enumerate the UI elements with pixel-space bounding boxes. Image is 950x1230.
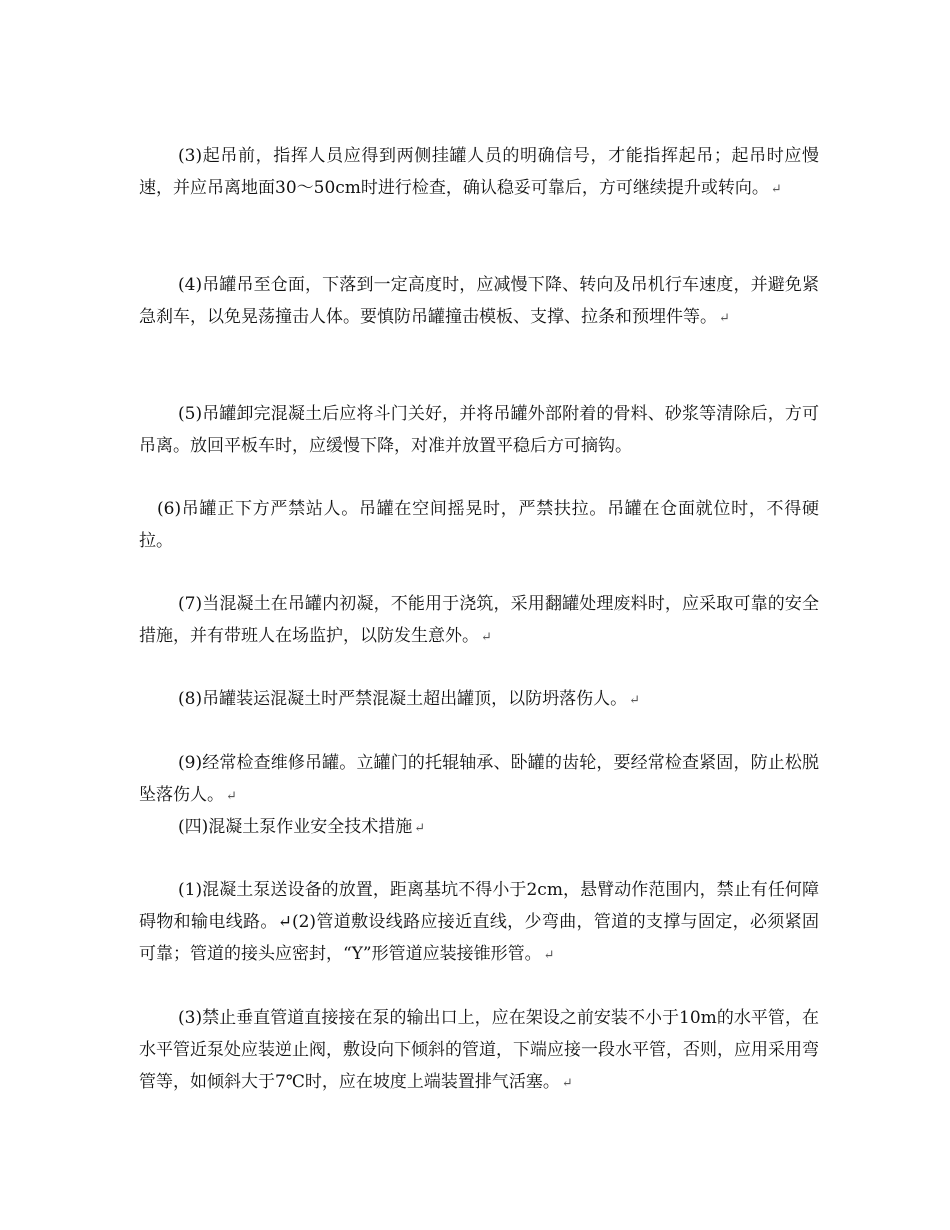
paragraph-lift-start — [139, 140, 819, 206]
paragraph-text: (7)当混凝土在吊罐内初凝，不能用于浇筑，采用翻罐处理废料时，应采取可靠的安全措施，并有带班人在场监护，以防发生意外。 — [139, 594, 819, 646]
paragraph-maintenance — [139, 747, 819, 813]
paragraph-text: (1)混凝土泵送设备的放置，距离基坑不得小于2cm，悬臂动作范围内，禁止有任何障碍物和输电线路。↵(2)管道敷设线路应接近直线，少弯曲，管道的支撑与固定，必须紧固可靠；管道的接头应密封，“Y”形管道应装接锥形管。 — [139, 880, 819, 964]
paragraph-no-standing — [139, 493, 819, 559]
paragraph-mark-icon: ↵ — [481, 630, 492, 645]
paragraph-mark-icon: ↵ — [719, 311, 730, 326]
paragraph-text: (8)吊罐装运混凝土时严禁混凝土超出罐顶，以防坍落伤人。 — [178, 689, 628, 709]
paragraph-mark-icon: ↵ — [629, 693, 640, 708]
paragraph-mark-icon: ↵ — [561, 1076, 573, 1091]
paragraph-text: (4)吊罐吊至仓面，下落到一定高度时，应减慢下降、转向及吊机行车速度，并避免紧急刹车，以免晃荡撞击人体。要慎防吊罐撞击模板、支撑、拉条和预埋件等。 — [139, 275, 819, 327]
paragraph-mark-icon: ↵ — [226, 789, 237, 804]
paragraph-overfill — [139, 683, 819, 717]
paragraph-text: (9)经常检查维修吊罐。立罐门的托辊轴承、卧罐的齿轮，要经常检查紧固，防止松脱坠落伤人。 — [139, 753, 819, 805]
paragraph-lift-descend — [139, 269, 819, 335]
paragraph-mark-icon: ↵ — [543, 948, 555, 963]
paragraph-unload — [139, 398, 819, 464]
heading-text: (四)混凝土泵作业安全技术措施 — [178, 817, 413, 837]
paragraph-text: (6)吊罐正下方严禁站人。吊罐在空间摇晃时，严禁扶拉。吊罐在仓面就位时，不得硬拉。 — [139, 499, 819, 551]
paragraph-pump-placement — [139, 874, 819, 972]
paragraph-initial-set — [139, 588, 819, 654]
paragraph-text: (3)禁止垂直管道直接接在泵的输出口上，应在架设之前安装不小于10m的水平管，在水平管近泵处应装逆止阀，敷设向下倾斜的管道，下端应接一段水平管，否则，应用采用弯管等，如倾斜大于7℃时，应在坡度上端装置排气活塞。 — [139, 1008, 819, 1092]
paragraph-vertical-pipe — [139, 1002, 819, 1100]
paragraph-text: (3)起吊前，指挥人员应得到两侧挂罐人员的明确信号，才能指挥起吊；起吊时应慢速，并应吊离地面30～50cm时进行检查，确认稳妥可靠后，方可继续提升或转向。 — [139, 146, 819, 198]
paragraph-mark-icon: ↵ — [414, 821, 426, 836]
paragraph-mark-icon: ↵ — [770, 182, 782, 197]
paragraph-text: (5)吊罐卸完混凝土后应将斗门关好，并将吊罐外部附着的骨料、砂浆等清除后，方可吊离。放回平板车时，应缓慢下降，对准并放置平稳后方可摘钩。 — [139, 404, 819, 456]
section-heading-pump — [139, 811, 819, 845]
